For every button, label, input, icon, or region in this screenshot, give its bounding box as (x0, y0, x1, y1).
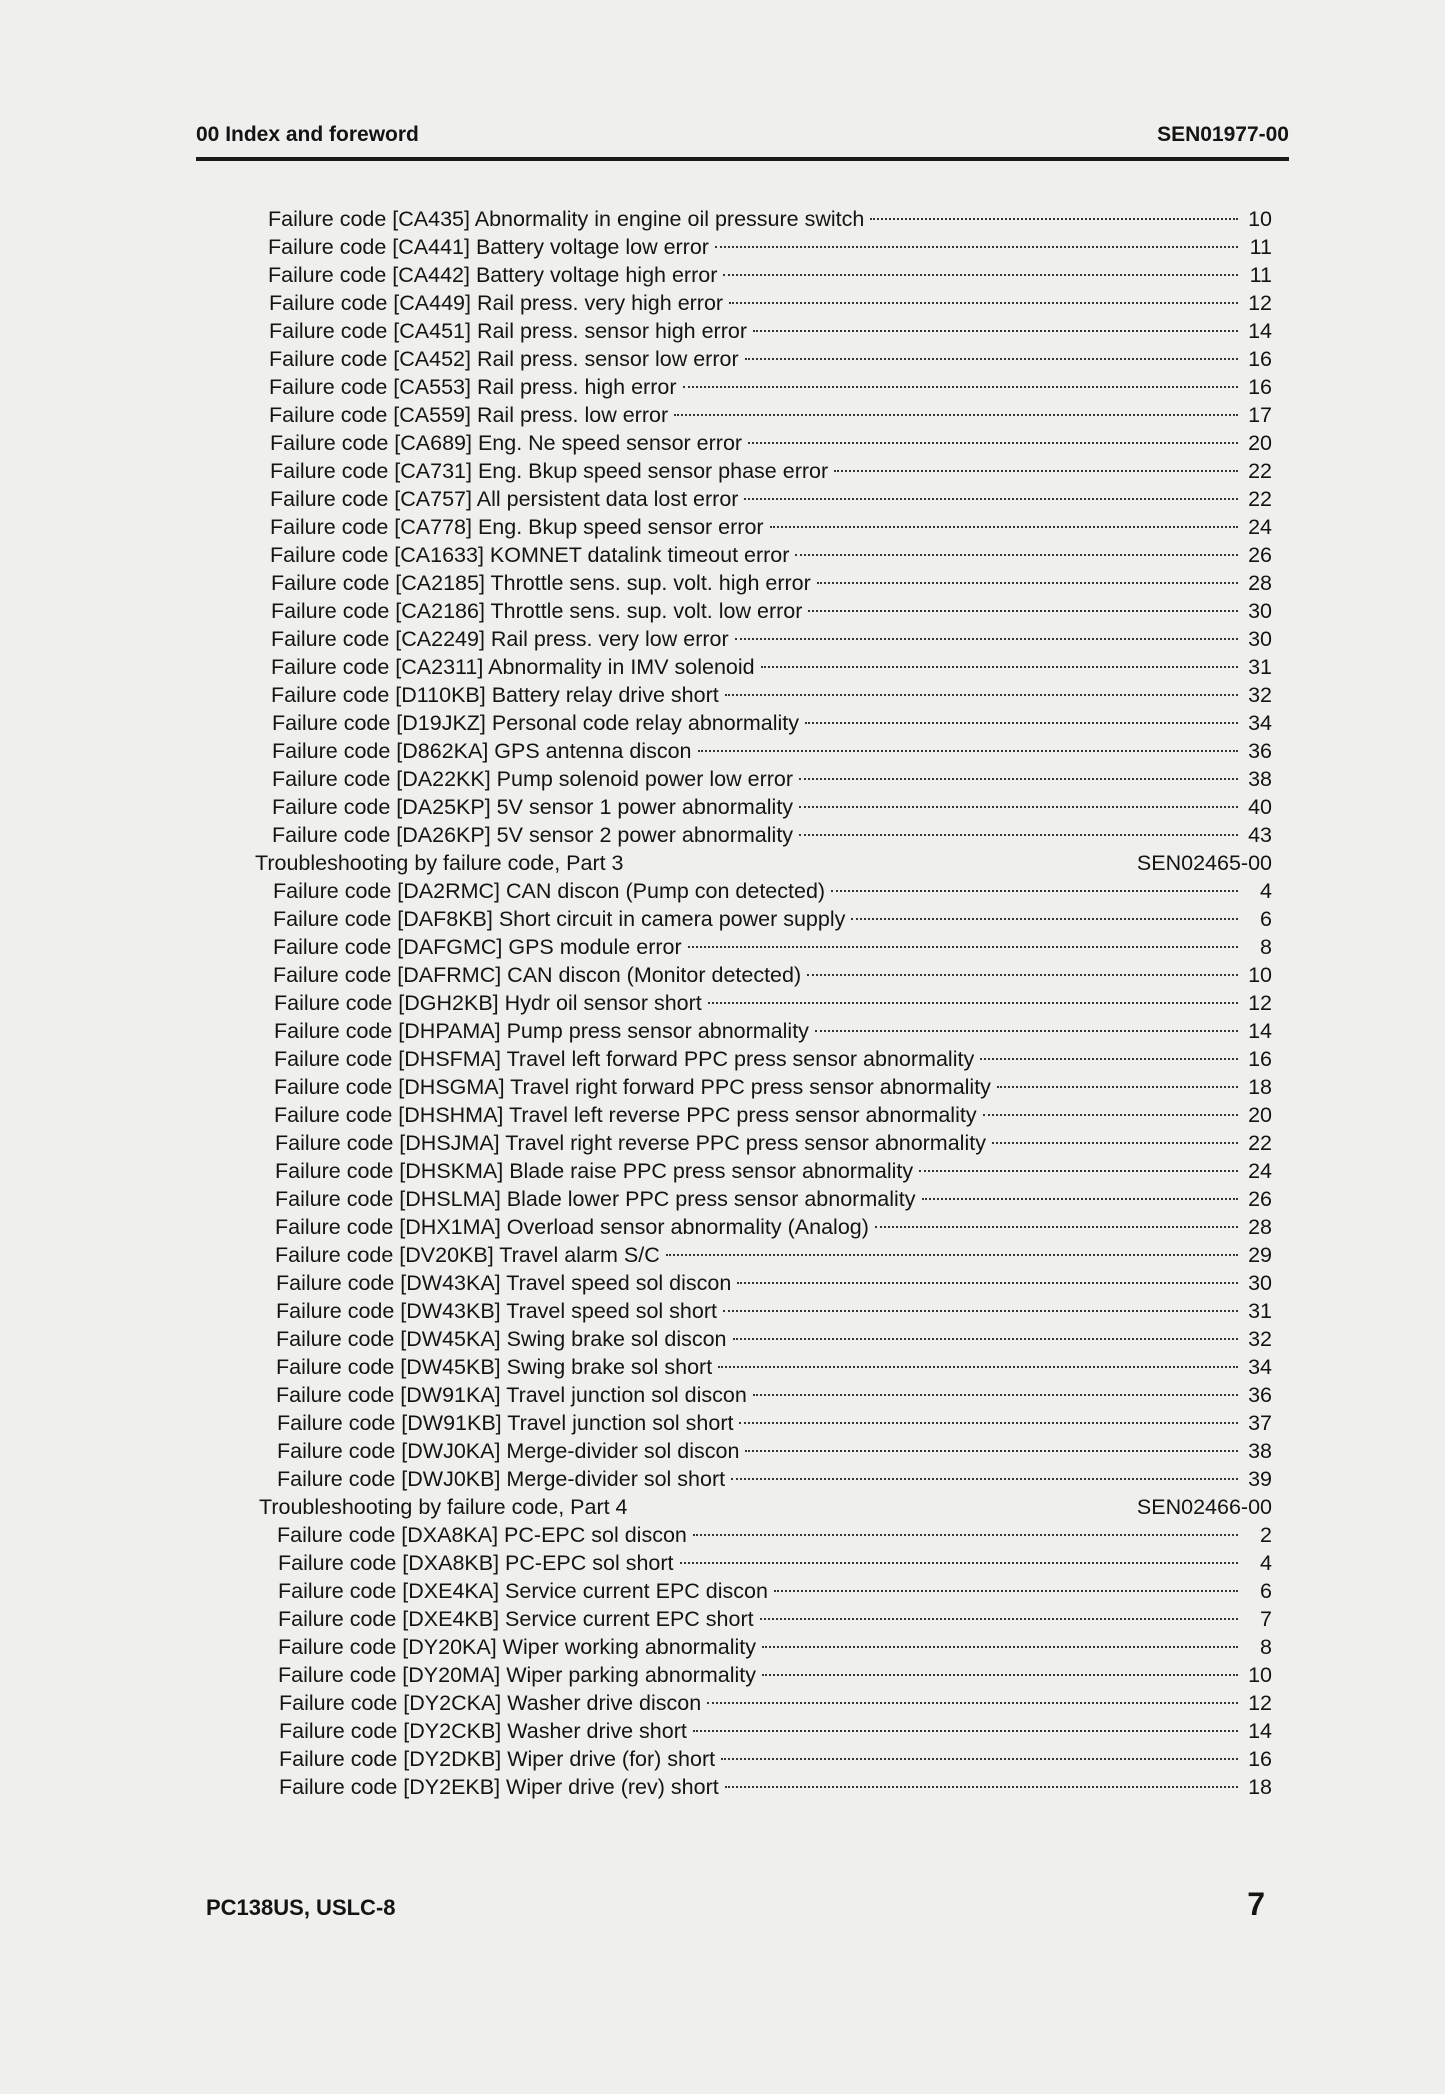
toc-page-number: 22 (1248, 1131, 1272, 1155)
toc-page-number: 4 (1260, 879, 1272, 903)
toc-entry (272, 765, 1272, 793)
toc-dot-leader (799, 834, 1238, 836)
toc-entry-title: Failure code [DAFRMC] CAN discon (Monitor detected) (273, 963, 802, 987)
toc-page-number: 29 (1248, 1243, 1272, 1267)
toc-entry-title: Failure code [DWJ0KB] Merge-divider sol short (277, 1467, 726, 1491)
toc-dot-leader (674, 414, 1238, 416)
toc-entry (268, 261, 1272, 289)
toc-page-number: 40 (1248, 795, 1272, 819)
toc-dot-leader (870, 218, 1238, 220)
toc-page-number: 28 (1248, 1215, 1272, 1239)
toc-entry (269, 317, 1272, 345)
toc-entry (279, 1717, 1272, 1745)
toc-page-number: 39 (1248, 1467, 1272, 1491)
toc-entry-title: Failure code [CA442] Battery voltage high error (268, 263, 718, 287)
toc-dot-leader (753, 330, 1238, 332)
toc-entry (278, 1661, 1272, 1689)
toc-entry-title: Failure code [DY2EKB] Wiper drive (rev) short (279, 1775, 719, 1799)
toc-entry-title: Failure code [DW45KA] Swing brake sol discon (276, 1327, 727, 1351)
toc-entry-title: Failure code [DA25KP] 5V sensor 1 power abnormality (272, 795, 794, 819)
toc-entry-title: Failure code [D19JKZ] Personal code relay abnormality (272, 711, 800, 735)
toc-entry-title: Failure code [CA2186] Throttle sens. sup. volt. low error (271, 599, 803, 623)
toc-section-heading (259, 1493, 1272, 1521)
toc-page-number: 26 (1248, 543, 1272, 567)
toc-entry-title: Failure code [DHX1MA] Overload sensor abnormality (Analog) (275, 1215, 869, 1239)
toc-page-number: 28 (1248, 571, 1272, 595)
toc-page-number: 18 (1248, 1075, 1272, 1099)
toc-entry-title: Failure code [D862KA] GPS antenna discon (272, 739, 692, 763)
toc-entry (274, 989, 1272, 1017)
toc-entry-title: Failure code [DW43KA] Travel speed sol discon (276, 1271, 732, 1295)
toc-entry-title: Failure code [DA22KK] Pump solenoid power low error (272, 767, 794, 791)
toc-dot-leader (693, 1730, 1238, 1732)
toc-page-number: 24 (1248, 1159, 1272, 1183)
toc-entry (270, 485, 1272, 513)
toc-entry-title: Failure code [D110KB] Battery relay drive short (271, 683, 719, 707)
toc-page-number: 10 (1248, 963, 1272, 987)
toc-entry (276, 1353, 1272, 1381)
toc-dot-leader (834, 470, 1238, 472)
toc-page-number: 7 (1260, 1607, 1272, 1631)
toc-page-number: 32 (1248, 683, 1272, 707)
toc-entry (273, 877, 1272, 905)
toc-page-number: 16 (1248, 375, 1272, 399)
toc-dot-leader (807, 974, 1238, 976)
toc-page-number: 11 (1249, 235, 1272, 259)
toc-dot-leader (875, 1226, 1238, 1228)
toc-dot-leader (725, 1786, 1238, 1788)
toc-entry-title: Failure code [CA1633] KOMNET datalink timeout error (270, 543, 790, 567)
toc-entry (277, 1409, 1272, 1437)
toc-page-number: 36 (1248, 1383, 1272, 1407)
toc-page-number: 20 (1248, 1103, 1272, 1127)
toc-dot-leader (770, 526, 1238, 528)
toc-dot-leader (762, 1646, 1238, 1648)
toc-page-number: 38 (1248, 767, 1272, 791)
toc-page-number: 16 (1248, 347, 1272, 371)
toc-entry (279, 1773, 1272, 1801)
toc-entry-title: Failure code [CA553] Rail press. high error (269, 375, 677, 399)
toc-page-number: 31 (1248, 655, 1272, 679)
toc-dot-leader (744, 498, 1238, 500)
toc-dot-leader (831, 890, 1238, 892)
toc-entry (271, 569, 1272, 597)
toc-entry (277, 1465, 1272, 1493)
toc-entry (277, 1437, 1272, 1465)
toc-entry (270, 429, 1272, 457)
toc-entry-title: Failure code [DHSHMA] Travel left reverse PPC press sensor abnormality (274, 1103, 977, 1127)
toc-entry-title: Failure code [DXA8KA] PC-EPC sol discon (277, 1523, 687, 1547)
header-section-title: 00 Index and foreword (196, 123, 419, 146)
toc-entry (275, 1241, 1272, 1269)
toc-entry (277, 1521, 1272, 1549)
toc-entry (272, 821, 1272, 849)
toc-entry (272, 793, 1272, 821)
toc-entry-title: Failure code [DHSKMA] Blade raise PPC press sensor abnormality (275, 1159, 914, 1183)
toc-entry-title: Failure code [DA26KP] 5V sensor 2 power abnormality (272, 823, 794, 847)
toc-entry-title: Failure code [DXE4KB] Service current EPC short (278, 1607, 754, 1631)
toc-dot-leader (980, 1058, 1238, 1060)
toc-entry-title: Failure code [DHPAMA] Pump press sensor abnormality (274, 1019, 809, 1043)
toc-dot-leader (745, 358, 1238, 360)
toc-entry-title: Failure code [CA435] Abnormality in engine oil pressure switch (268, 207, 865, 231)
toc-page-number: 22 (1248, 459, 1272, 483)
toc-entry (274, 1017, 1272, 1045)
toc-entry (269, 345, 1272, 373)
toc-dot-leader (715, 246, 1238, 248)
header-document-code: SEN01977-00 (1157, 123, 1289, 146)
toc-entry (273, 933, 1272, 961)
toc-dot-leader (739, 1422, 1238, 1424)
toc-dot-leader (666, 1254, 1238, 1256)
toc-entry-title: Failure code [CA449] Rail press. very high error (269, 291, 724, 315)
toc-dot-leader (795, 554, 1238, 556)
toc-dot-leader (753, 1394, 1238, 1396)
toc-entry (268, 233, 1272, 261)
toc-entry (272, 737, 1272, 765)
toc-page-number: 6 (1260, 907, 1272, 931)
toc-entry (271, 625, 1272, 653)
toc-dot-leader (992, 1142, 1238, 1144)
toc-entry-title: Failure code [CA689] Eng. Ne speed sensor error (270, 431, 743, 455)
toc-page-number: 20 (1248, 431, 1272, 455)
toc-page-number: 24 (1248, 515, 1272, 539)
toc-entry-title: Failure code [DAF8KB] Short circuit in camera power supply (273, 907, 846, 931)
toc-entry (270, 457, 1272, 485)
toc-dot-leader (708, 1002, 1238, 1004)
toc-dot-leader (731, 1478, 1238, 1480)
toc-page-number: 2 (1260, 1523, 1272, 1547)
toc-entry (278, 1577, 1272, 1605)
toc-entry-title: Failure code [DW91KB] Travel junction sol short (277, 1411, 734, 1435)
toc-dot-leader (748, 442, 1238, 444)
toc-entry-title: Failure code [DWJ0KA] Merge-divider sol discon (277, 1439, 740, 1463)
toc-page-number: 26 (1248, 1187, 1272, 1211)
toc-entry (271, 597, 1272, 625)
toc-dot-leader (922, 1198, 1239, 1200)
toc-entry-title: Failure code [DHSJMA] Travel right reverse PPC press sensor abnormality (275, 1131, 986, 1155)
toc-entry (275, 1185, 1272, 1213)
toc-dot-leader (680, 1562, 1238, 1564)
toc-page-number: 10 (1248, 1663, 1272, 1687)
toc-page-number: 30 (1248, 1271, 1272, 1295)
toc-dot-leader (745, 1450, 1238, 1452)
toc-dot-leader (997, 1086, 1238, 1088)
toc-entry-title: Failure code [DW91KA] Travel junction sol discon (276, 1383, 747, 1407)
toc-page-number: 12 (1248, 291, 1272, 315)
toc-dot-leader (737, 1282, 1238, 1284)
toc-entry (274, 1073, 1272, 1101)
toc-dot-leader (723, 274, 1238, 276)
toc-dot-leader (707, 1702, 1238, 1704)
toc-section-code: SEN02466-00 (1136, 1495, 1272, 1519)
toc-entry-title: Failure code [DY20KA] Wiper working abnormality (278, 1635, 756, 1659)
toc-page-number: 22 (1248, 487, 1272, 511)
toc-dot-leader (805, 722, 1238, 724)
toc-page-number: 34 (1248, 711, 1272, 735)
toc-page-number: 16 (1248, 1047, 1272, 1071)
toc-dot-leader (808, 610, 1238, 612)
toc-page-number: 34 (1248, 1355, 1272, 1379)
toc-page-number: 16 (1248, 1747, 1272, 1771)
toc-entry-title: Failure code [DHSLMA] Blade lower PPC press sensor abnormality (275, 1187, 916, 1211)
footer-page-number: 7 (1247, 1886, 1265, 1922)
toc-section-title: Troubleshooting by failure code, Part 4 (259, 1495, 628, 1519)
toc-entry-title: Failure code [DHSGMA] Travel right forward PPC press sensor abnormality (274, 1075, 991, 1099)
toc-entry-title: Failure code [DAFGMC] GPS module error (273, 935, 682, 959)
toc-entry (271, 653, 1272, 681)
toc-entry-title: Failure code [CA778] Eng. Bkup speed sensor error (270, 515, 764, 539)
toc-entry (278, 1633, 1272, 1661)
toc-dot-leader (815, 1030, 1238, 1032)
toc-entry-title: Failure code [DXE4KA] Service current EPC discon (278, 1579, 768, 1603)
toc-entry (276, 1325, 1272, 1353)
toc-section-code: SEN02465-00 (1136, 851, 1272, 875)
toc-dot-leader (760, 1618, 1238, 1620)
toc-entry (270, 541, 1272, 569)
toc-entry (273, 961, 1272, 989)
toc-entry-title: Failure code [DA2RMC] CAN discon (Pump con detected) (273, 879, 826, 903)
toc-dot-leader (774, 1590, 1238, 1592)
toc-page-number: 14 (1248, 1719, 1272, 1743)
toc-entry (273, 905, 1272, 933)
toc-page-number: 12 (1248, 991, 1272, 1015)
toc-dot-leader (919, 1170, 1238, 1172)
toc-dot-leader (729, 302, 1238, 304)
toc-entry (274, 1045, 1272, 1073)
footer-model: PC138US, USLC-8 (206, 1895, 396, 1920)
toc-entry-title: Failure code [DY2CKB] Washer drive short (279, 1719, 687, 1743)
toc-dot-leader (733, 1338, 1238, 1340)
toc-entry-title: Failure code [CA2185] Throttle sens. sup. volt. high error (271, 571, 811, 595)
toc-page-number: 38 (1248, 1439, 1272, 1463)
toc-dot-leader (721, 1758, 1238, 1760)
toc-entry-title: Failure code [CA757] All persistent data lost error (270, 487, 739, 511)
toc-page-number: 8 (1260, 935, 1272, 959)
toc-entry-title: Failure code [DHSFMA] Travel left forward PPC press sensor abnormality (274, 1047, 975, 1071)
toc-page-number: 18 (1248, 1775, 1272, 1799)
toc-entry (278, 1605, 1272, 1633)
toc-entry-title: Failure code [DW45KB] Swing brake sol short (276, 1355, 713, 1379)
toc-page-number: 14 (1248, 319, 1272, 343)
toc-dot-leader (799, 806, 1238, 808)
toc-page-number: 30 (1248, 627, 1272, 651)
toc-entry-title: Failure code [CA559] Rail press. low error (269, 403, 669, 427)
toc-page-number: 10 (1248, 207, 1272, 231)
toc-entry (269, 401, 1272, 429)
toc-entry-title: Failure code [CA452] Rail press. sensor low error (269, 347, 739, 371)
toc-entry-title: Failure code [CA441] Battery voltage low error (268, 235, 709, 259)
toc-entry (276, 1297, 1272, 1325)
toc-page-number: 31 (1248, 1299, 1272, 1323)
toc-entry (276, 1269, 1272, 1297)
toc-entry (279, 1689, 1272, 1717)
toc-dot-leader (683, 386, 1239, 388)
toc-page-number: 37 (1248, 1411, 1272, 1435)
toc-page-number: 43 (1248, 823, 1272, 847)
toc-dot-leader (723, 1310, 1238, 1312)
toc-entry-title: Failure code [DY20MA] Wiper parking abnormality (278, 1663, 756, 1687)
toc-entry (272, 709, 1272, 737)
header-rule (196, 157, 1289, 161)
toc-page-number: 30 (1248, 599, 1272, 623)
toc-entry-title: Failure code [DGH2KB] Hydr oil sensor short (274, 991, 702, 1015)
toc-section-title: Troubleshooting by failure code, Part 3 (255, 851, 624, 875)
toc-entry (279, 1745, 1272, 1773)
toc-entry (268, 205, 1272, 233)
toc-entry-title: Failure code [DW43KB] Travel speed sol short (276, 1299, 717, 1323)
toc-dot-leader (693, 1534, 1238, 1536)
toc-entry-title: Failure code [CA2311] Abnormality in IMV solenoid (271, 655, 755, 679)
toc-entry-title: Failure code [CA731] Eng. Bkup speed sensor phase error (270, 459, 829, 483)
toc-page-number: 17 (1248, 403, 1272, 427)
toc-dot-leader (761, 666, 1238, 668)
toc-entry-title: Failure code [DXA8KB] PC-EPC sol short (278, 1551, 674, 1575)
toc-section-heading (255, 849, 1272, 877)
toc-dot-leader (817, 582, 1238, 584)
toc-entry-title: Failure code [DY2CKA] Washer drive discon (279, 1691, 702, 1715)
toc-page-number: 14 (1248, 1019, 1272, 1043)
toc-entry (275, 1129, 1272, 1157)
toc-dot-leader (698, 750, 1238, 752)
toc-entry (275, 1213, 1272, 1241)
toc-entry-title: Failure code [DY2DKB] Wiper drive (for) short (279, 1747, 716, 1771)
toc-entry (278, 1549, 1272, 1577)
toc-entry (271, 681, 1272, 709)
toc-dot-leader (688, 946, 1238, 948)
toc-page-number: 32 (1248, 1327, 1272, 1351)
toc-entry-title: Failure code [CA2249] Rail press. very low error (271, 627, 729, 651)
toc-dot-leader (725, 694, 1238, 696)
toc-entry (276, 1381, 1272, 1409)
toc-entry (269, 289, 1272, 317)
toc-entry (270, 513, 1272, 541)
toc-page-number: 12 (1248, 1691, 1272, 1715)
toc-entry (269, 373, 1272, 401)
toc-entry (275, 1157, 1272, 1185)
toc-page-number: 4 (1260, 1551, 1272, 1575)
toc-page-number: 8 (1260, 1635, 1272, 1659)
toc-entry (274, 1101, 1272, 1129)
toc-dot-leader (983, 1114, 1238, 1116)
toc-entry-title: Failure code [DV20KB] Travel alarm S/C (275, 1243, 660, 1267)
toc-page-number: 11 (1249, 263, 1272, 287)
toc-dot-leader (762, 1674, 1238, 1676)
toc-entry-title: Failure code [CA451] Rail press. sensor high error (269, 319, 747, 343)
toc-page-number: 36 (1248, 739, 1272, 763)
toc-dot-leader (718, 1366, 1238, 1368)
toc-page-number: 6 (1260, 1579, 1272, 1603)
toc-dot-leader (735, 638, 1238, 640)
toc-dot-leader (851, 918, 1238, 920)
toc-dot-leader (799, 778, 1238, 780)
